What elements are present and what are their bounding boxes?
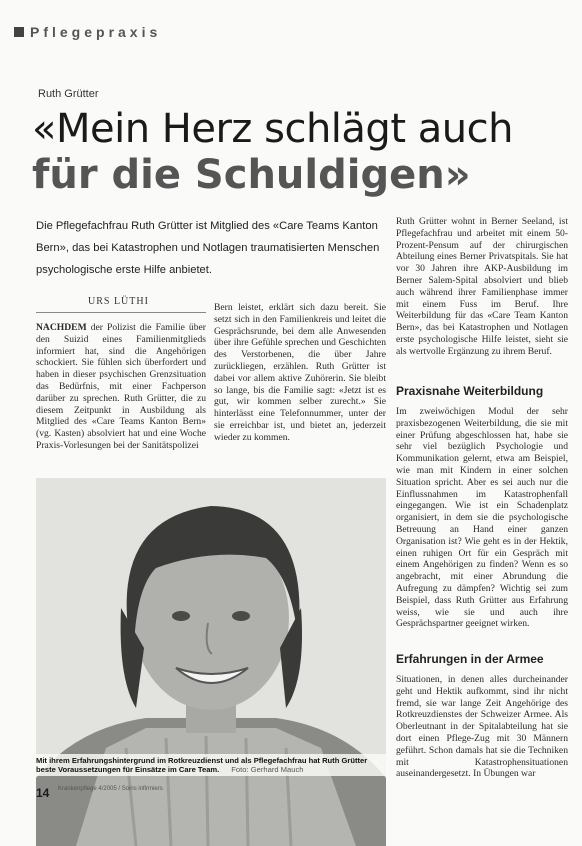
article-byline: URS LÜTHI — [88, 296, 149, 307]
page-number: 14 — [36, 786, 50, 800]
photo-caption-text: Mit ihrem Erfahrungshintergrund im Rotkreuzdienst und als Pflegefachfrau hat Ruth Grütter beste Voraussetzungen für Einsätze im Care Team. — [36, 756, 368, 774]
photo-caption — [36, 754, 386, 776]
lead-word: NACHDEM — [36, 322, 87, 333]
article-author: Ruth Grütter — [38, 88, 99, 100]
subhead-armee: Erfahrungen in der Armee — [396, 652, 544, 666]
body-column-3c: Situationen, in denen alles durcheinander geht und Hektik aufkommt, sind ihr nicht fremd, sie war lange Zeit Angehörige des Rotkreuzdienstes der Schweizer Armee. Als Oberleutnant in der Spitalabteilung hat sie dort einen Pflege-Zug mit 30 Männern geführt. Schon damals hat sie die Techniken mit Katastrophensituationen auseinandergesetzt. In Übungen war — [396, 674, 568, 780]
article-title-line1: «Mein Herz schlägt auch — [32, 106, 513, 152]
section-kicker — [14, 24, 161, 40]
body-column-1-text: der Polizist die Familie über den Suizid eines Familienmitglieds informiert hat, sind die Angehörigen schockiert. Sie fühlen sich überfordert und haben in dieser psychischen Grenzsituation das Bedürfnis, mit einer Fachperson darüber zu sprechen. Ruth Grütter, die zu diesem Zeitpunkt in Ausbildung als Mitglied des «Care Teams Kanton Bern» (vg. Kasten) absolviert hat und eine Woche Praxis-Vorlesungen bei der Sanitätspolizei — [36, 322, 206, 451]
subhead-weiterbildung: Praxisnahe Weiterbildung — [396, 384, 544, 398]
magazine-info: Krankenpflege 4/2005 / Soins infirmiers — [58, 786, 163, 792]
article-lead: Die Pflegefachfrau Ruth Grütter ist Mitglied des «Care Teams Kanton Bern», das bei Katastrophen und Notlagen traumatisierten Menschen psychologische erste Hilfe anbietet. — [36, 220, 380, 276]
body-column-2: Bern leistet, erklärt sich dazu bereit. Sie setzt sich in den Familienkreis und leitet die Gesprächsrunde, bei dem alle Anwesenden über ihre Gefühle sprechen und Geschichten des Verstorbenen, die über Jahre zurückliegen, erzählen. Ruth Grütter ist dabei vor allem aktive Zuhörerin. Sie bleibt so lange, bis die Familie sagt: «Jetzt ist es gut, wir kommen selber zurecht.» Sie hinterlässt eine Telefonnummer, unter der sie erreichbar ist, und bietet an, jederzeit wieder zu kommen. — [214, 302, 386, 443]
body-column-1 — [36, 322, 206, 452]
body-column-3: Ruth Grütter wohnt in Berner Seeland, ist Pflegefachfrau und arbeitet mit einem 50-Prozent-Pensum auf der chirurgischen Abteilung eines Berner Privatspitals. Sie hat vor 30 Jahren ihre AKP-Ausbildung im Berner Salem-Spital absolviert und blieb auch während ihrer Familienphase immer mit einem Fuss im Beruf. Ihre Weiterbildung für das «Care Team Kanton Bern», das bei Katastrophen und Notlagen erste psychologische Hilfe leistet, sieht sie als wertvolle Ergänzung zu ihrem Beruf. — [396, 216, 568, 357]
article-title-line2: für die Schuldigen» — [32, 152, 471, 198]
photo-credit: Foto: Gerhard Mauch — [231, 765, 304, 774]
section-kicker-label: Pflegepraxis — [30, 24, 162, 40]
body-column-3b: Im zweiwöchigen Modul der sehr praxisbezogenen Weiterbildung, die sie mit einer Prüfung abgeschlossen hat, habe sie sehr viel bezüglich Psychologie und Kommunikation gelernt, etwa am Beispiel, wie man mit Kindern in einer solchen Situation spricht. Aber es sei auch nur die Einflussnahmen im Katastrophenfall eingegangen. Wie ist ein Schadenplatz organisiert, in dem sie die psychologische Betreuung an Hand einer ganzen Organisation ist? Wie geht es in der Hektik, einen ruhigen Ort für ein Gespräch mit einem Angehörigen zu finden? Wenn es so angebracht, mit einer Abrundung die Aufregung zu dämpfen? Wichtig sei zum Beispiel, dass Ruth Grütter aus Erfahrung weiss, wie sie und auch ihre Gesprächspartner geeignet wirken. — [396, 406, 568, 630]
byline-rule — [36, 312, 206, 313]
kicker-square-icon — [14, 27, 24, 37]
